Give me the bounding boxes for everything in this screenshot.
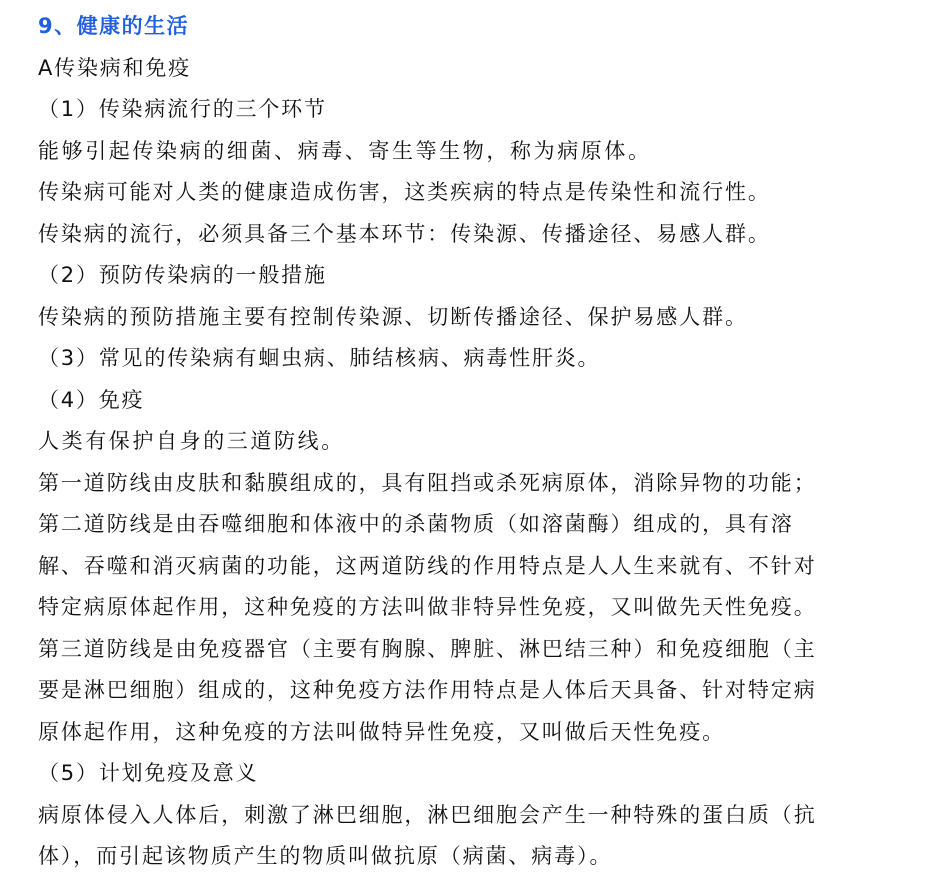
paragraph-line: 要是淋巴细胞）组成的，这种免疫方法作用特点是人体后天具备、针对特定病: [38, 678, 817, 702]
paragraph-line: 第三道防线是由免疫器官（主要有胸腺、脾脏、淋巴结三种）和免疫细胞（主: [38, 636, 817, 661]
paragraph-line: 病原体侵入人体后，刺激了淋巴细胞，淋巴细胞会产生一种特殊的蛋白质（抗: [38, 802, 817, 827]
paragraph-line: 原体起作用，这种免疫的方法叫做特异性免疫，又叫做后天性免疫。: [38, 719, 725, 744]
paragraph-line: 体），而引起该物质产生的物质叫做抗原（病菌、病毒）。: [38, 844, 613, 868]
subsection-heading-a: A传染病和免疫: [38, 55, 191, 80]
item-3-heading: （3）常见的传染病有蛔虫病、肺结核病、病毒性肝炎。: [38, 346, 601, 370]
paragraph-line: 第二道防线是由吞噬细胞和体液中的杀菌物质（如溶菌酶）组成的，具有溶: [38, 512, 794, 536]
item-1-heading: （1）传染病流行的三个环节: [38, 97, 327, 121]
document-body: [38, 6, 916, 878]
paragraph-line: 解、吞噬和消灭病菌的功能，这两道防线的作用特点是人人生来就有、不针对: [38, 553, 817, 578]
item-5-heading: （5）计划免疫及意义: [38, 761, 259, 785]
item-2-heading: （2）预防传染病的一般措施: [38, 263, 327, 287]
paragraph-line: 人类有保护自身的三道防线。: [38, 429, 345, 453]
paragraph-line: 特定病原体起作用，这种免疫的方法叫做非特异性免疫，又叫做先天性免疫。: [38, 595, 817, 619]
item-4-heading: （4）免疫: [38, 387, 145, 412]
paragraph-line: 传染病可能对人类的健康造成伤害，这类疾病的特点是传染性和流行性。: [38, 180, 771, 204]
paragraph-line: 能够引起传染病的细菌、病毒、寄生等生物，称为病原体。: [38, 138, 652, 163]
paragraph-line: 传染病的流行，必须具备三个基本环节：传染源、传播途径、易感人群。: [38, 221, 771, 246]
section-title: 9、健康的生活: [38, 14, 190, 38]
paragraph-line: 传染病的预防措施主要有控制传染源、切断传播途径、保护易感人群。: [38, 304, 748, 329]
paragraph-line: 第一道防线由皮肤和黏膜组成的，具有阻挡或杀死病原体，消除异物的功能；: [38, 470, 817, 495]
